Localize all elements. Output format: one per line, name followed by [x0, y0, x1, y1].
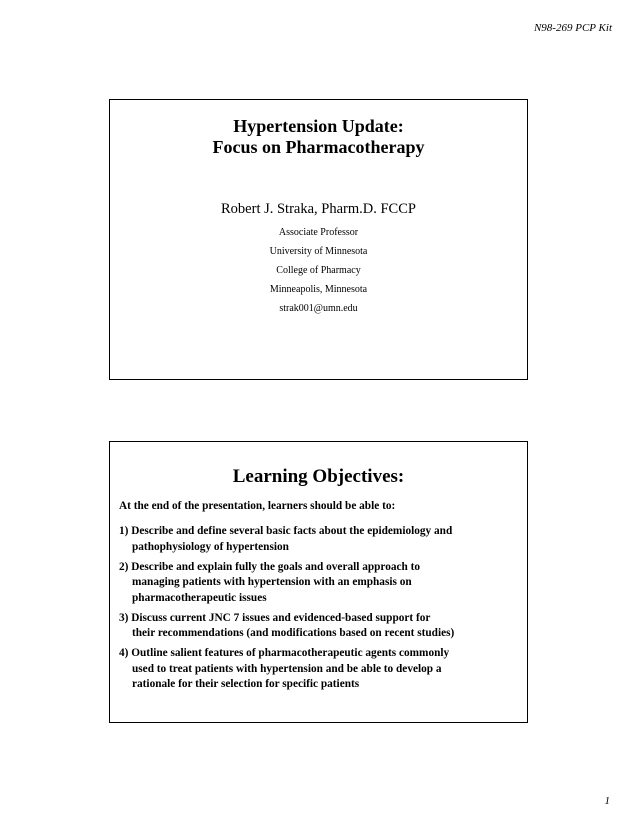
- objective-line: rationale for their selection for specific patients: [132, 678, 360, 690]
- objectives-slide: [109, 441, 528, 723]
- job-title: Associate Professor: [278, 227, 359, 238]
- objective-item: [119, 646, 521, 693]
- objective-line: used to treat patients with hypertension and be able to develop a: [132, 662, 442, 675]
- objective-line: managing patients with hypertension with an emphasis on: [132, 576, 412, 588]
- objectives-intro: At the end of the presentation, learners should be able to:: [119, 500, 396, 512]
- objective-line: 1) Describe and define several basic facts about the epidemiology and: [119, 525, 453, 537]
- objective-line: their recommendations (and modifications based on recent studies): [132, 627, 455, 639]
- kit-label: N98-269 PCP Kit: [533, 22, 612, 34]
- affiliations: [110, 223, 527, 318]
- objective-line: 4) Outline salient features of pharmacotherapeutic agents commonly: [119, 647, 450, 659]
- author-name: Robert J. Straka, Pharm.D. FCCP: [221, 201, 416, 217]
- objective-line: pharmacotherapeutic issues: [132, 591, 267, 604]
- objective-line: 2) Describe and explain fully the goals and overall approach to: [119, 560, 421, 573]
- objective-item: [119, 611, 521, 642]
- slide-title: [110, 116, 527, 158]
- objective-line: 3) Discuss current JNC 7 issues and evidenced-based support for: [119, 611, 431, 624]
- page-number: 1: [604, 795, 610, 807]
- slide-title-line: Hypertension Update:: [233, 116, 404, 136]
- slide-title: Learning Objectives:: [232, 466, 405, 487]
- location: Minneapolis, Minnesota: [269, 284, 368, 295]
- email: strak001@umn.edu: [279, 303, 358, 314]
- slide-title-line: Focus on Pharmacotherapy: [212, 137, 425, 157]
- objective-item: [119, 560, 521, 607]
- objectives-list: [119, 524, 521, 697]
- university: University of Minnesota: [269, 246, 368, 257]
- objective-item: [119, 524, 521, 555]
- college: College of Pharmacy: [276, 265, 361, 276]
- objective-line: pathophysiology of hypertension: [132, 540, 289, 553]
- title-slide: [109, 99, 528, 380]
